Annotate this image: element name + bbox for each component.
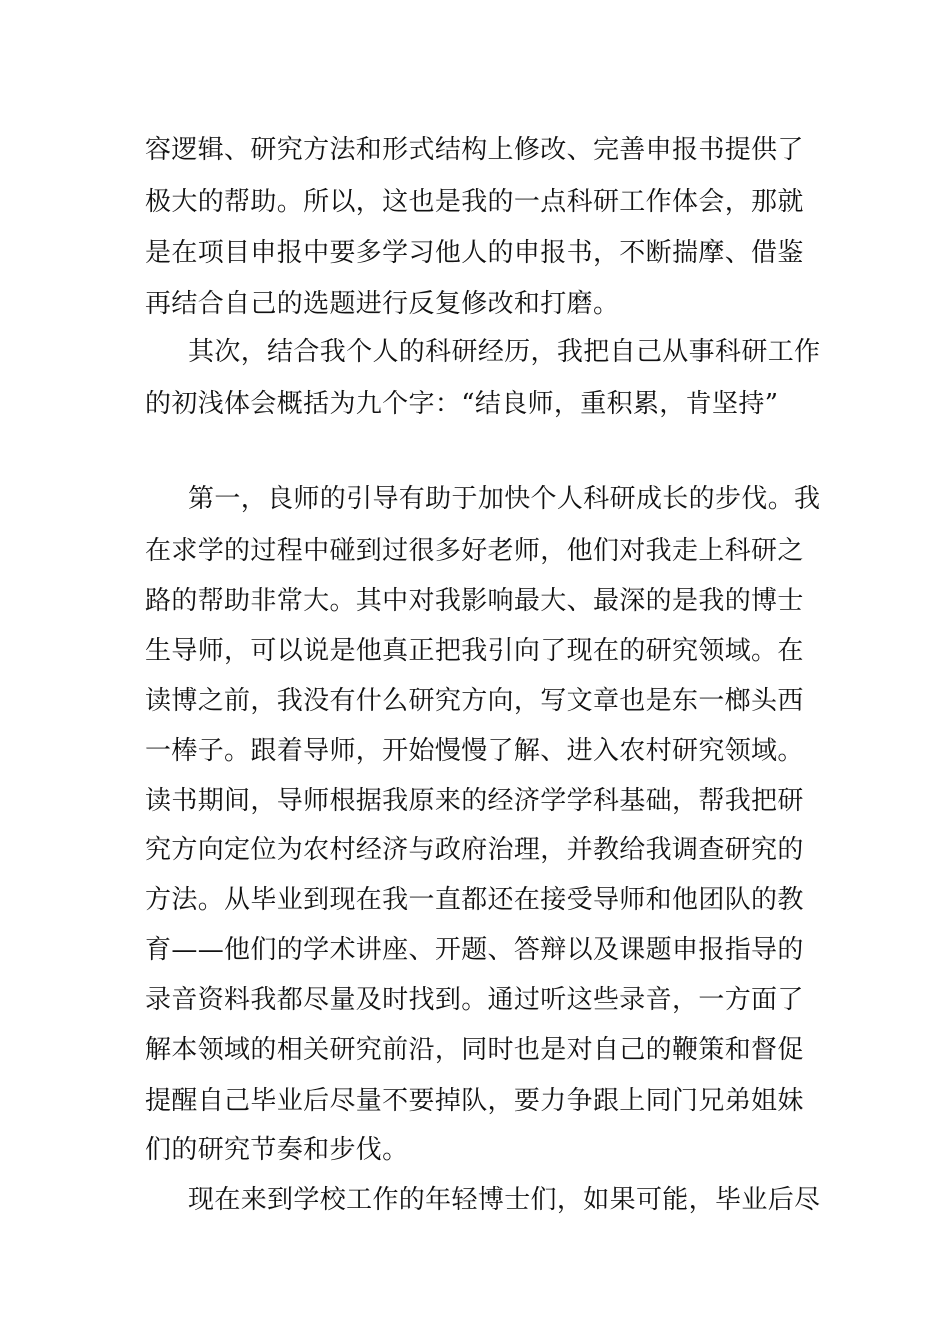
text-line: 是在项目申报中要多学习他人的申报书，不断揣摩、借鉴 [145, 238, 804, 268]
text-line: 一棒子。跟着导师，开始慢慢了解、进入农村研究领域。 [145, 736, 804, 766]
text-line: 极大的帮助。所以，这也是我的一点科研工作体会，那就 [145, 187, 804, 217]
text-line: 容逻辑、研究方法和形式结构上修改、完善申报书提供了 [145, 135, 804, 165]
text-line: 究方向定位为农村经济与政府治理，并教给我调查研究的 [145, 835, 804, 865]
text-line: 解本领域的相关研究前沿，同时也是对自己的鞭策和督促 [145, 1035, 804, 1065]
text-line: 的初浅体会概括为九个字：“结良师，重积累，肯坚持” [145, 389, 779, 419]
text-line: 提醒自己毕业后尽量不要掉队，要力争跟上同门兄弟姐妹 [145, 1086, 804, 1116]
text-line: 读博之前，我没有什么研究方向，写文章也是东一榔头西 [145, 686, 804, 716]
text-line: 录音资料我都尽量及时找到。通过听这些录音，一方面了 [145, 985, 804, 1015]
text-line: 生导师，可以说是他真正把我引向了现在的研究领域。在 [145, 636, 804, 666]
paragraph-start-line: 其次，结合我个人的科研经历，我把自己从事科研工作 [188, 337, 821, 367]
text-line: 们的研究节奏和步伐。 [145, 1135, 409, 1165]
paragraph-start-line: 第一，良师的引导有助于加快个人科研成长的步伐。我 [188, 484, 821, 514]
text-line: 读书期间，导师根据我原来的经济学学科基础，帮我把研 [145, 786, 804, 816]
text-line: 路的帮助非常大。其中对我影响最大、最深的是我的博士 [145, 586, 804, 616]
text-line: 方法。从毕业到现在我一直都还在接受导师和他团队的教 [145, 885, 804, 915]
paragraph-start-line: 现在来到学校工作的年轻博士们，如果可能，毕业后尽 [188, 1185, 821, 1215]
text-line: 育——他们的学术讲座、开题、答辩以及课题申报指导的 [145, 935, 804, 965]
text-line: 再结合自己的选题进行反复修改和打磨。 [145, 289, 620, 319]
text-line: 在求学的过程中碰到过很多好老师，他们对我走上科研之 [145, 536, 804, 566]
